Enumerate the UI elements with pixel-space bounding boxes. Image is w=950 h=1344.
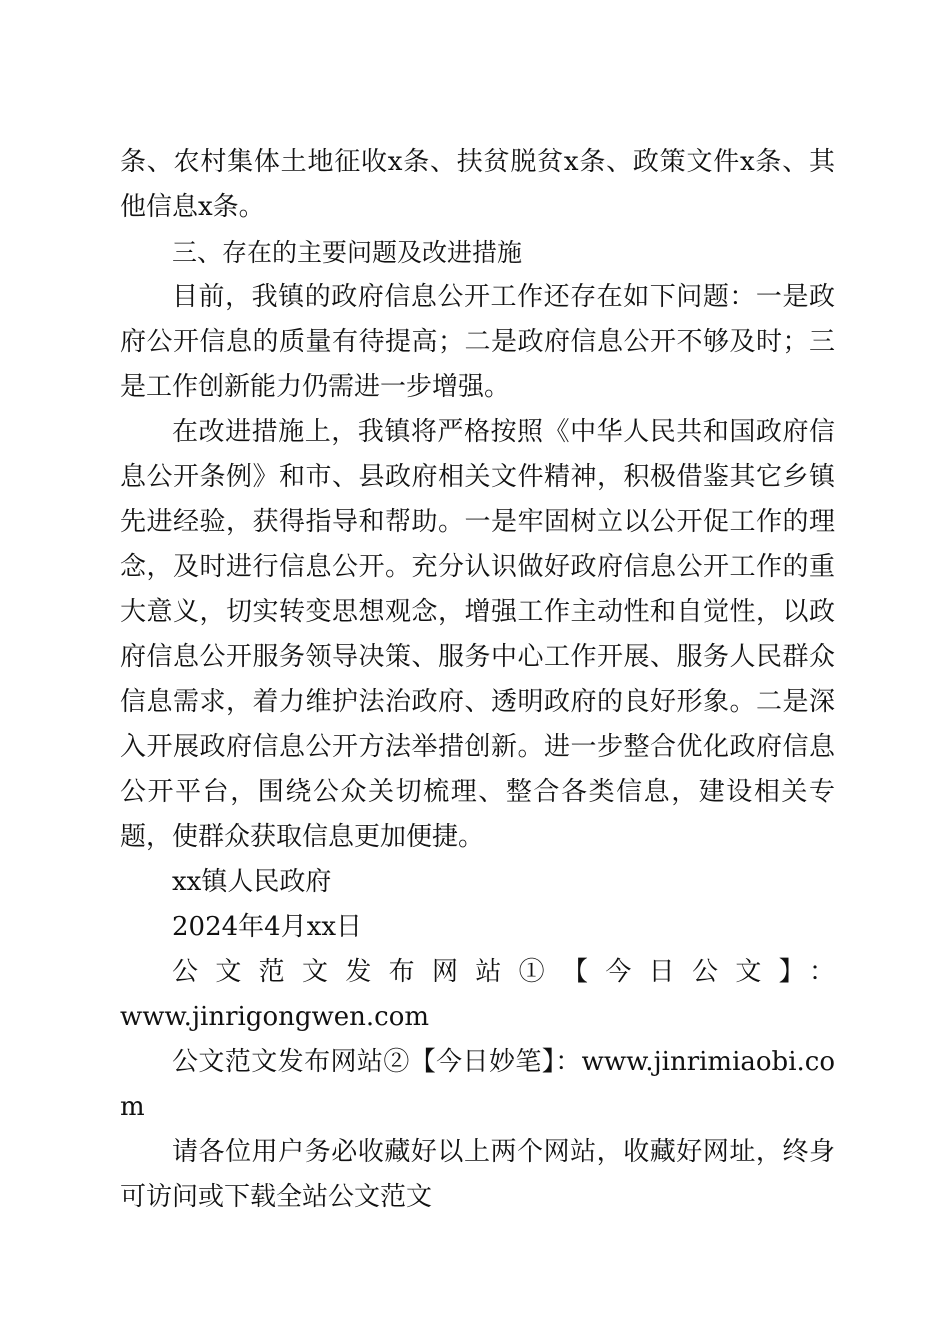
footer-site1-label: 公文范文发布网站①【今日公文】：	[172, 957, 835, 987]
section-heading-problems: 三、存在的主要问题及改进措施	[172, 238, 523, 267]
paragraph-improvements: 在改进措施上，我镇将严格按照《中华人民共和国政府信息公开条例》和市、县政府相关文件精神，积极借鉴其它乡镇先进经验，获得指导和帮助。一是牢固树立以公开促工作的理念，及时进行信息公开。充分认识做好政府信息公开工作的重大意义，切实转变思想观念，增强工作主动性和自觉性，以政府信息公开服务领导决策、服务中心工作开展、服务人民群众信息需求，着力维护法治政府、透明政府的良好形象。二是深入开展政府信息公开方法举措创新。进一步整合优化政府信息公开平台，围绕公众关切梳理、整合各类信息，建设相关专题，使群众获取信息更加便捷。	[120, 417, 835, 852]
footer-notice: 请各位用户务必收藏好以上两个网站，收藏好网址，终身可访问或下载全站公文范文	[120, 1137, 835, 1212]
paragraph-stats-continued: 条、农村集体土地征收x条、扶贫脱贫x条、政策文件x条、其他信息x条。	[120, 147, 835, 222]
footer-site2[interactable]: 公文范文发布网站②【今日妙笔】：www.jinrimiaobi.com	[120, 1047, 835, 1122]
document-body	[120, 140, 835, 1220]
footer-site1-url[interactable]: www.jinrigongwen.com	[120, 1002, 430, 1032]
signature-org: xx镇人民政府	[172, 867, 332, 897]
signature-date: 2024年4月xx日	[172, 912, 363, 942]
paragraph-problems: 目前，我镇的政府信息公开工作还存在如下问题：一是政府公开信息的质量有待提高；二是政府信息公开不够及时；三是工作创新能力仍需进一步增强。	[120, 282, 835, 402]
